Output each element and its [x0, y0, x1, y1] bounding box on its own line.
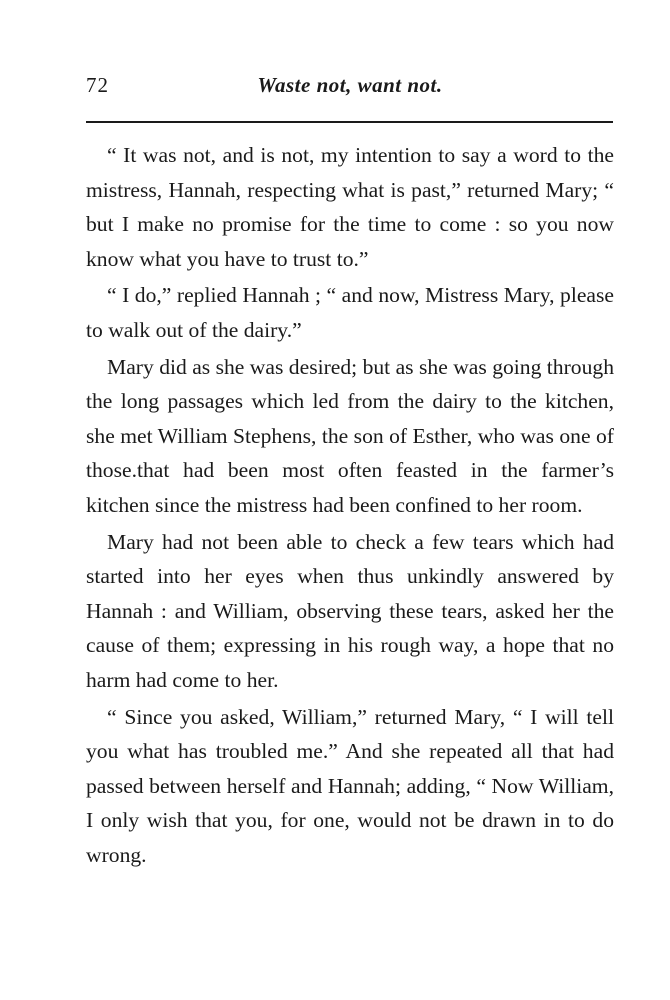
paragraph: “ I do,” replied Hannah ; “ and now, Mistress Mary, please to walk out of the dairy.” — [86, 283, 614, 342]
paragraph: “ It was not, and is not, my intention to say a word to the mistress, Hannah, respecting what is past,” returned Mary; “ but I make no promise for the time to come : so you now know what you have to trust to.” — [86, 143, 614, 271]
body-text — [86, 138, 614, 874]
paragraph: Mary had not been able to check a few tears which had started into her eyes when thus unkindly answered by Hannah : and William, observing these tears, asked her the cause of them; expressing in his rough way, a hope that no harm had come to her. — [86, 529, 614, 692]
page-number: 72 — [86, 73, 109, 97]
header-rule — [86, 121, 613, 123]
running-title: Waste not, want not. — [257, 73, 443, 97]
running-head — [86, 73, 614, 103]
paragraph: Mary did as she was desired; but as she was going through the long passages which led from the dairy to the kitchen, she met William Stephens, the son of Esther, who was one of those.that had been most often feasted in the farmer’s kitchen since the mistress had been confined to her room. — [86, 354, 614, 517]
paragraph: “ Since you asked, William,” returned Mary, “ I will tell you what has troubled me.” And she repeated all that had passed between herself and Hannah; adding, “ Now William, I only wish that you, for one, would not be drawn in to do wrong. — [86, 704, 614, 867]
